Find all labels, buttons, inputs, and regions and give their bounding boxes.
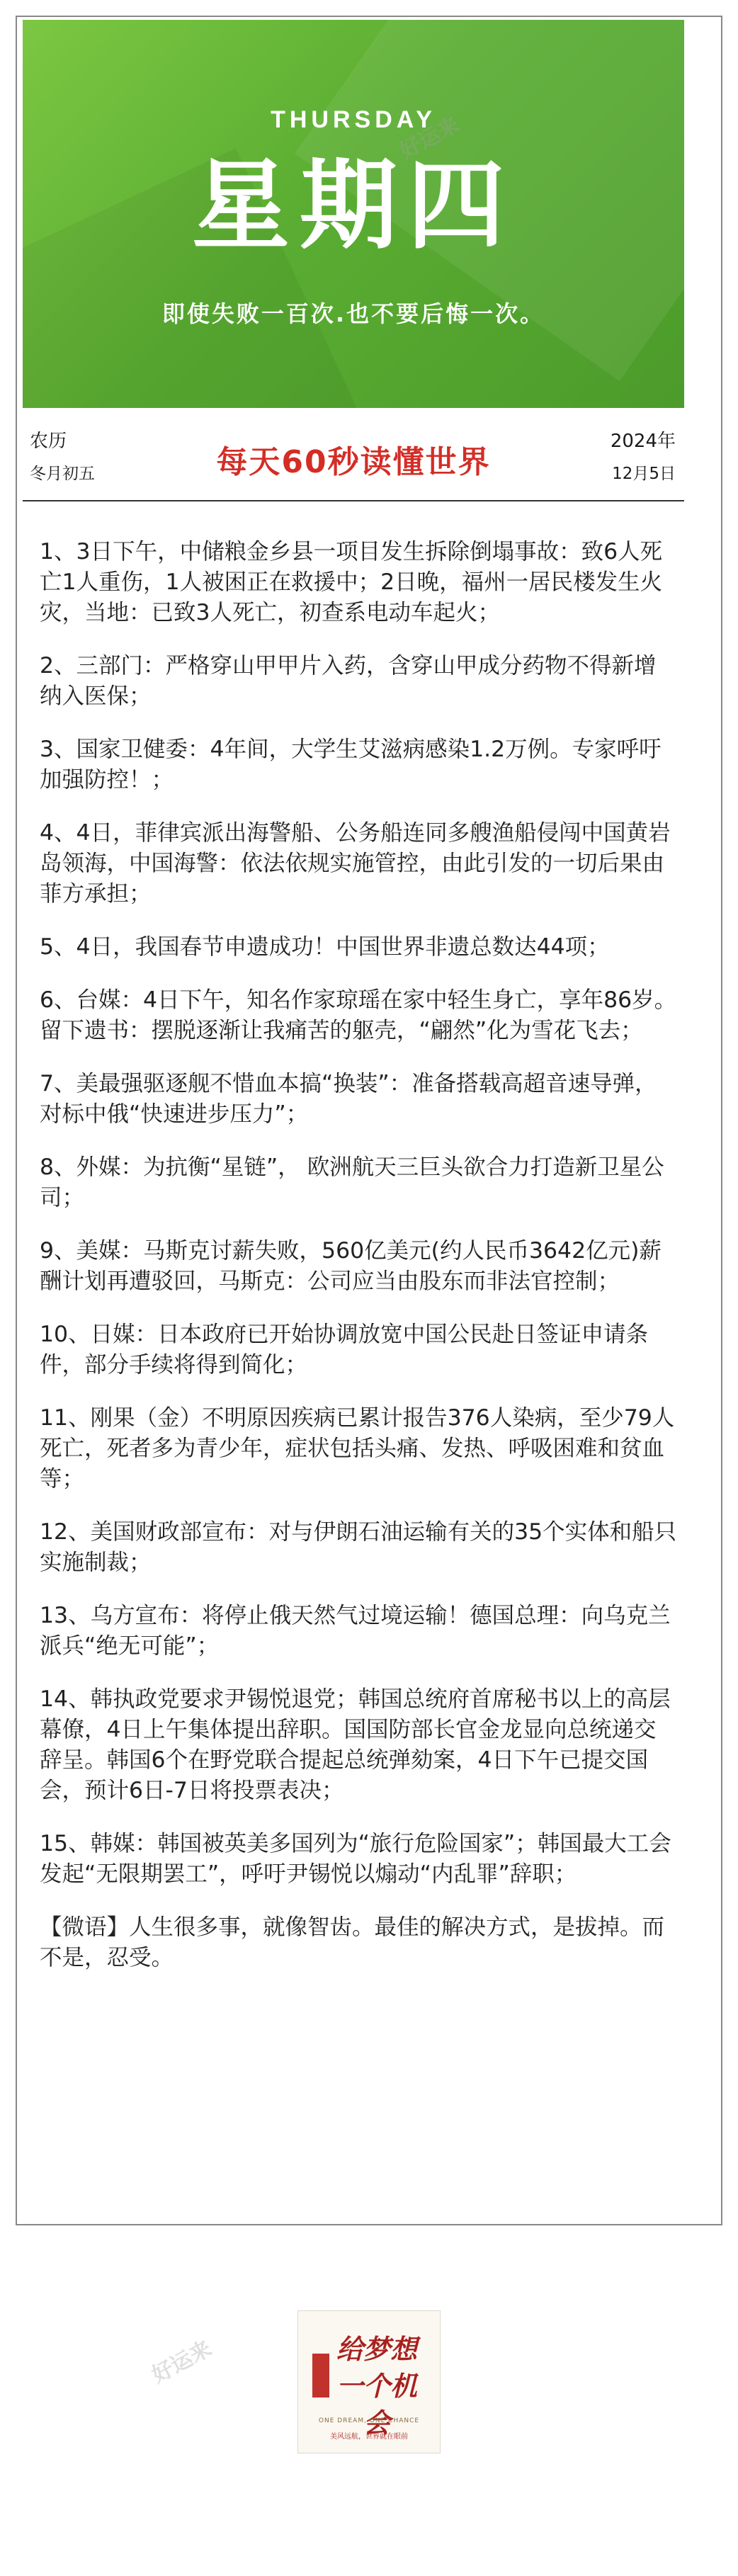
- news-item: 1、3日下午，中储粮金乡县一项目发生拆除倒塌事故：致6人死亡1人重伤，1人被困正在救援中；2日晚，福州一居民楼发生火灾，当地：已致3人死亡，初查系电动车起火；: [40, 539, 663, 625]
- news-item: 13、乌方宣布：将停止俄天然气过境运输！德国总理：向乌克兰派兵“绝无可能”；: [40, 1603, 671, 1659]
- weekday-chinese: 星期四: [191, 149, 515, 263]
- news-item: 11、刚果（金）不明原因疾病已累计报告376人染病，至少79人死亡，死者多为青少年，症状包括头痛、发热、呼吸困难和贫血等；: [40, 1405, 675, 1492]
- brand-logo: [297, 2310, 441, 2453]
- news-item: 12、美国财政部宣布：对与伊朗石油运输有关的35个实体和船只实施制裁；: [40, 1519, 677, 1575]
- logo-text: 给梦想一个机会: [336, 2333, 417, 2439]
- banner-motto: 即使失败一百次.也不要后悔一次。: [161, 300, 545, 327]
- date-row: [23, 425, 684, 490]
- divider: [23, 500, 684, 501]
- news-item: 8、外媒：为抗衡“星链”， 欧洲航天三巨头欲合力打造新卫星公司；: [40, 1154, 664, 1210]
- page-title: 每天60秒读懂世界: [216, 444, 491, 480]
- news-list: [40, 537, 677, 1996]
- logo-subtitle-cn: 美风远航，世界就在眼前: [330, 2433, 408, 2441]
- news-item: 2、三部门：严格穿山甲甲片入药，含穿山甲成分药物不得新增纳入医保；: [40, 653, 657, 709]
- year-label: 2024年: [610, 431, 676, 452]
- news-item: 3、国家卫健委：4年间，大学生艾滋病感染1.2万例。专家呼吁加强防控！；: [40, 737, 662, 793]
- weekday-english: THURSDAY: [271, 106, 436, 133]
- lunar-date: 冬月初五: [30, 465, 95, 483]
- news-item: 9、美媒：马斯克讨薪失败，560亿美元(约人民币3642亿元)薪酬计划再遭驳回，马斯克：公司应当由股东而非法官控制；: [40, 1238, 662, 1294]
- news-item: 4、4日，菲律宾派出海警船、公务船连同多艘渔船侵闯中国黄岩岛领海，中国海警：依法依规实施管控，由此引发的一切后果由菲方承担；: [40, 820, 671, 907]
- watermark-text: 好运来: [147, 2336, 216, 2388]
- lunar-label: 农历: [30, 431, 67, 452]
- month-day-label: 12月5日: [612, 465, 676, 483]
- news-item: 7、美最强驱逐舰不惜血本搞“换装”：准备搭载高超音速导弹，对标中俄“快速进步压力”；: [40, 1071, 657, 1127]
- daily-quote: 【微语】人生很多事，就像智齿。最佳的解决方式，是拔掉。而不是，忍受。: [40, 1914, 665, 1970]
- header-banner: [23, 20, 684, 408]
- news-item: 6、台媒：4日下午，知名作家琼瑶在家中轻生身亡，享年86岁。留下遗书：摆脱逐渐让我痛苦的躯壳，“翩然”化为雪花飞去；: [40, 987, 677, 1043]
- news-item: 14、韩执政党要求尹锡悦退党；韩国总统府首席秘书以上的高层幕僚，4日上午集体提出辞职。国国防部长官金龙显向总统递交辞呈。韩国6个在野党联合提起总统弹劾案，4日下午已提交国会，预计6日-7日将投票表决；: [40, 1686, 671, 1803]
- news-item: 15、韩媒：韩国被英美多国列为“旅行危险国家”；韩国最大工会发起“无限期罢工”，呼吁尹锡悦以煽动“内乱罪”辞职；: [40, 1831, 671, 1887]
- logo-subtitle-en: ONE DREAM, ONE CHANCE: [318, 2417, 420, 2424]
- watermark-text: 好运来: [395, 112, 464, 164]
- news-item: 10、日媒：日本政府已开始协调放宽中国公民赴日签证申请条件，部分手续将得到简化；: [40, 1322, 649, 1378]
- news-item: 5、4日，我国春节申遗成功！中国世界非遗总数达44项；: [40, 934, 610, 960]
